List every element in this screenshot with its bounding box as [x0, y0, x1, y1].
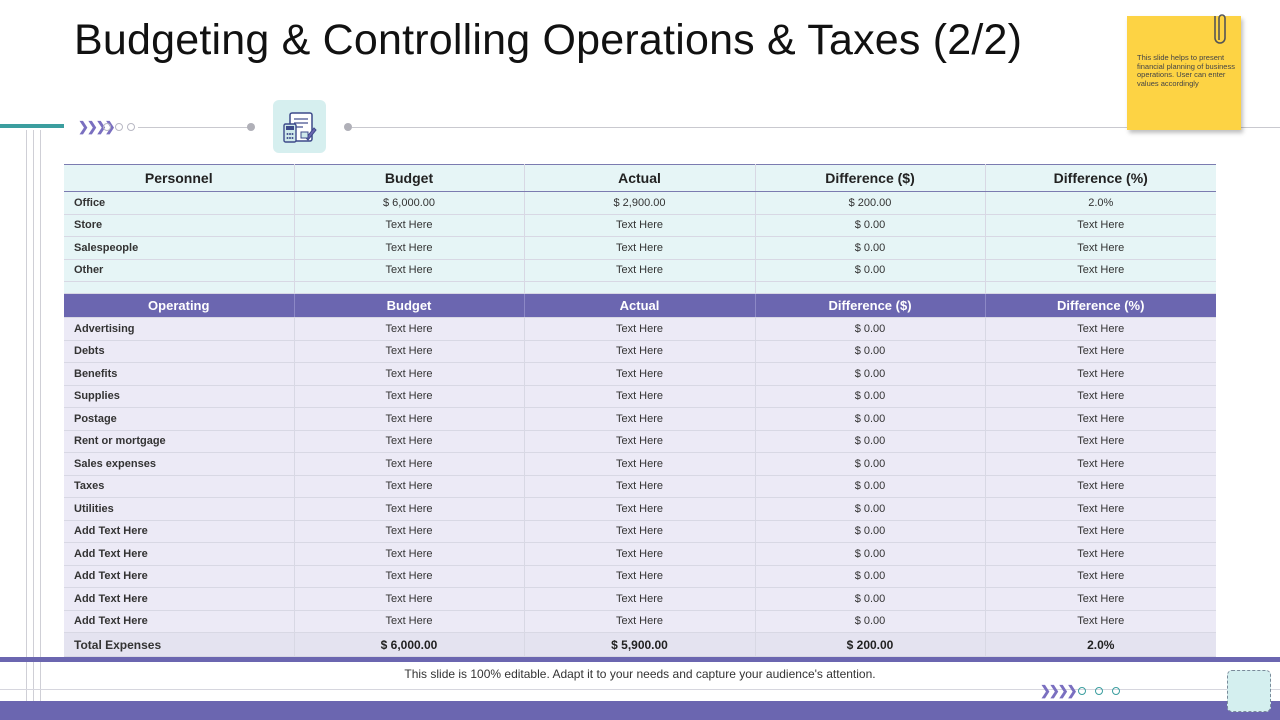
table-cell: $ 0.00	[755, 543, 985, 566]
bottom-band	[0, 701, 1280, 720]
circle-icon	[115, 123, 123, 131]
table-cell: Text Here	[985, 259, 1216, 282]
row-label: Store	[64, 214, 294, 237]
footer-text: This slide is 100% editable. Adapt it to your needs and capture your audience's attention.	[404, 667, 876, 681]
table-cell: Text Here	[294, 430, 524, 453]
connector-line	[138, 127, 248, 128]
circle-icon	[1112, 687, 1120, 695]
table-cell: Text Here	[294, 565, 524, 588]
total-cell: $ 6,000.00	[294, 633, 524, 657]
table-cell: Text Here	[294, 543, 524, 566]
table-cell: Text Here	[524, 453, 755, 476]
column-header: Difference (%)	[985, 294, 1216, 318]
dot-icon	[344, 123, 352, 131]
table-cell: Text Here	[294, 340, 524, 363]
total-row	[64, 633, 1216, 657]
total-cell: $ 5,900.00	[524, 633, 755, 657]
table-cell: Text Here	[985, 430, 1216, 453]
table-cell: Text Here	[294, 214, 524, 237]
table-cell: Text Here	[985, 340, 1216, 363]
table-row	[64, 237, 1216, 260]
table-cell: Text Here	[524, 610, 755, 633]
row-label: Salespeople	[64, 237, 294, 260]
total-cell: 2.0%	[985, 633, 1216, 657]
row-label: Supplies	[64, 385, 294, 408]
table-cell: Text Here	[524, 588, 755, 611]
table-cell: Text Here	[985, 214, 1216, 237]
row-label: Debts	[64, 340, 294, 363]
column-header: Actual	[524, 294, 755, 318]
table-row	[64, 259, 1216, 282]
table-cell: Text Here	[524, 475, 755, 498]
column-header: Difference (%)	[985, 165, 1216, 192]
table-cell: $ 0.00	[755, 610, 985, 633]
table-cell: $ 0.00	[755, 408, 985, 431]
table-cell: $ 0.00	[755, 340, 985, 363]
row-label: Add Text Here	[64, 565, 294, 588]
table-cell: Text Here	[524, 565, 755, 588]
table-cell: Text Here	[985, 318, 1216, 341]
table-cell: Text Here	[294, 237, 524, 260]
table-cell: Text Here	[294, 318, 524, 341]
table-cell: Text Here	[294, 408, 524, 431]
table-cell: Text Here	[985, 543, 1216, 566]
footer-divider	[0, 689, 1280, 690]
paperclip-icon	[1213, 10, 1227, 46]
table-cell: Text Here	[294, 453, 524, 476]
row-label: Postage	[64, 408, 294, 431]
table-cell: Text Here	[524, 214, 755, 237]
table-cell: Text Here	[294, 498, 524, 521]
chevrons-icon: ❯❯❯❯	[1040, 683, 1076, 698]
corner-placeholder-box	[1227, 670, 1271, 712]
spacer-row	[64, 282, 1216, 294]
table-cell: Text Here	[524, 498, 755, 521]
table-cell: Text Here	[985, 475, 1216, 498]
table-cell: Text Here	[524, 259, 755, 282]
table-cell: Text Here	[524, 340, 755, 363]
column-header: Budget	[294, 165, 524, 192]
decor-vline-1	[26, 130, 27, 720]
table-cell: Text Here	[294, 385, 524, 408]
table-row	[64, 363, 1216, 386]
table-row	[64, 475, 1216, 498]
table-cell: Text Here	[985, 588, 1216, 611]
row-label: Add Text Here	[64, 588, 294, 611]
table-cell: $ 0.00	[755, 565, 985, 588]
table-cell: Text Here	[985, 237, 1216, 260]
row-label: Other	[64, 259, 294, 282]
table-cell: Text Here	[294, 259, 524, 282]
table-cell: Text Here	[294, 610, 524, 633]
table-row	[64, 520, 1216, 543]
table-cell: $ 6,000.00	[294, 192, 524, 215]
table-cell: Text Here	[985, 385, 1216, 408]
table-cell: $ 0.00	[755, 318, 985, 341]
table-row	[64, 340, 1216, 363]
column-header: Difference ($)	[755, 294, 985, 318]
sticky-note-text: This slide helps to present financial planning of business operations. User can enter values accordingly	[1137, 53, 1235, 88]
table-cell: Text Here	[524, 408, 755, 431]
table-row	[64, 408, 1216, 431]
row-label: Add Text Here	[64, 610, 294, 633]
column-header: Budget	[294, 294, 524, 318]
table-cell: Text Here	[524, 385, 755, 408]
table-cell: $ 0.00	[755, 385, 985, 408]
table-cell: Text Here	[294, 588, 524, 611]
row-label: Benefits	[64, 363, 294, 386]
table-cell: 2.0%	[985, 192, 1216, 215]
table-cell: Text Here	[985, 363, 1216, 386]
column-header: Difference ($)	[755, 165, 985, 192]
column-header: Operating	[64, 294, 294, 318]
table-row	[64, 430, 1216, 453]
table-cell: $ 0.00	[755, 237, 985, 260]
budget-icon-box	[273, 100, 326, 153]
budget-calculator-icon	[281, 108, 319, 146]
footer-separator-band	[0, 657, 1280, 662]
personnel-header-row	[64, 165, 1216, 192]
teal-accent-bar	[0, 124, 64, 128]
total-label: Total Expenses	[64, 633, 294, 657]
table-cell: Text Here	[985, 565, 1216, 588]
table-cell: $ 2,900.00	[524, 192, 755, 215]
table-row	[64, 214, 1216, 237]
table-row	[64, 192, 1216, 215]
table-row	[64, 453, 1216, 476]
table-cell: $ 0.00	[755, 259, 985, 282]
decor-vline-2	[33, 130, 34, 720]
total-cell: $ 200.00	[755, 633, 985, 657]
row-label: Add Text Here	[64, 520, 294, 543]
table-cell: Text Here	[524, 363, 755, 386]
table-cell: Text Here	[294, 520, 524, 543]
table-cell: Text Here	[294, 363, 524, 386]
table-cell: Text Here	[985, 408, 1216, 431]
table-cell: Text Here	[524, 237, 755, 260]
table-cell: $ 200.00	[755, 192, 985, 215]
row-label: Utilities	[64, 498, 294, 521]
dot-icon	[247, 123, 255, 131]
row-label: Advertising	[64, 318, 294, 341]
table-cell: Text Here	[524, 520, 755, 543]
chevrons-icon: ❯❯❯❯	[78, 119, 114, 134]
row-label: Taxes	[64, 475, 294, 498]
table-cell: $ 0.00	[755, 475, 985, 498]
table-cell: $ 0.00	[755, 588, 985, 611]
table-row	[64, 543, 1216, 566]
table-row	[64, 385, 1216, 408]
column-header: Personnel	[64, 165, 294, 192]
decor-vline-3	[40, 130, 41, 720]
circle-icon	[103, 123, 111, 131]
table-cell: $ 0.00	[755, 430, 985, 453]
operating-header-row	[64, 294, 1216, 318]
column-header: Actual	[524, 165, 755, 192]
table-cell: Text Here	[985, 453, 1216, 476]
table-cell: $ 0.00	[755, 520, 985, 543]
row-label: Rent or mortgage	[64, 430, 294, 453]
table-cell: Text Here	[294, 475, 524, 498]
budget-table	[64, 164, 1216, 657]
table-cell: Text Here	[524, 430, 755, 453]
table-row	[64, 588, 1216, 611]
table-row	[64, 318, 1216, 341]
table-cell: Text Here	[985, 520, 1216, 543]
table-row	[64, 565, 1216, 588]
table-cell: Text Here	[524, 543, 755, 566]
circle-icon	[1095, 687, 1103, 695]
table-row	[64, 498, 1216, 521]
table-cell: Text Here	[985, 610, 1216, 633]
table-cell: $ 0.00	[755, 363, 985, 386]
row-label: Office	[64, 192, 294, 215]
table-row	[64, 610, 1216, 633]
row-label: Sales expenses	[64, 453, 294, 476]
row-label: Add Text Here	[64, 543, 294, 566]
page-title: Budgeting & Controlling Operations & Taxes (2/2)	[74, 16, 1023, 64]
table-cell: $ 0.00	[755, 453, 985, 476]
table-cell: Text Here	[524, 318, 755, 341]
circle-icon	[127, 123, 135, 131]
circle-icon	[1078, 687, 1086, 695]
table-cell: $ 0.00	[755, 214, 985, 237]
table-cell: $ 0.00	[755, 498, 985, 521]
table-cell: Text Here	[985, 498, 1216, 521]
